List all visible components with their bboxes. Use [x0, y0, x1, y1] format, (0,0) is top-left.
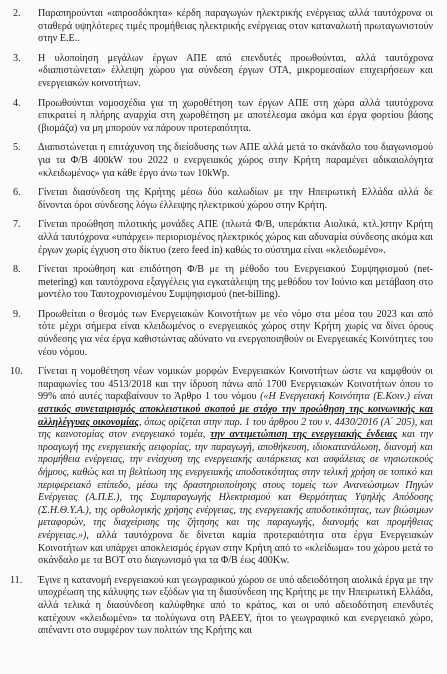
item-text-part: , αλλά ταυτόχρονα δε δίνεται καμία προτεραιότητα στα έργα Ενεργειακών Κοινοτήτων και υπάρχει αποκλεισμός έργων στην Κρήτη από το «κλείδωμα» του χώρου μετά το σκάνδαλο με τα ΒΟΤ στο διαγωνισμό για τα Φ/Β έως 400Kw.: [38, 529, 433, 567]
item-number: 10.: [10, 366, 23, 378]
quote-text: και την προαγωγή της ενεργειακής αειφορίας, την παραγωγή, αποθήκευση, ιδιοκατανάλωση, διανομή και προμήθεια ενέργειας, την ενίσχυση της ενεργειακής αυτάρκειας και ασφάλειας σε νησιωτικούς δήμους, καθώς και τη βελτίωση της ενεργειακής αποδοτικότητας στην τελική χρήση σε τοπικό και περιφερειακό επίπεδο, μέσω της δραστηριοποίησης στους τομείς των Ανανεώσιμων Πηγών Ενέργειας (Α.Π.Ε.), της Συμπαραγωγής Ηλεκτρισμού και Θερμότητας Υψηλής Απόδοσης (Σ.Η.Θ.Υ.Α.), της ορθολογικής χρήσης ενέργειας, της ενεργειακής αποδοτικότητας, των βιώσιμων μεταφορών, της διαχείρισης της ζήτησης και της παραγωγής, διανομής και προμήθειας ενέργειας.»): [38, 429, 433, 541]
quote-text: και της καινοτομίας στον ενεργειακό τομέα,: [38, 416, 433, 441]
quote-text: , όπως ορίζεται στην παρ. 1 του άρθρου 2 του ν. 4430/2016 (Α΄ 205),: [138, 416, 421, 428]
numbered-list: [10, 8, 433, 638]
quote-emphasis-text: την αντιμετώπιση της ενεργειακής ένδειας: [210, 429, 398, 441]
item-text: Έγινε η κατανομή ενεργειακού και γεωγραφικού χώρου σε υπό αδειοδότηση αιολικά έργα με την υποχρέωση της κάλυψης των εξόδων για τη διασύνδεση της Κρήτης με την Ηπειρωτική Ελλάδα, αλλά τελικά η διασύνδεση καλύφθηκε από το κράτος, και οι υπό αδειοδότηση επενδυτές κατέχουν «κλειδωμένο» τα πολύγωνα στη ΡΑΕΕΥ, ήτοι το γεωγραφικό και ενεργειακό χώρο, απέναντι στο συμφέρον των πολιτών της Κρήτης και: [38, 574, 433, 637]
item-text: Γίνεται προώθηση πιλοτικής μονάδες ΑΠΕ (πλωτά Φ/Β, υπεράκτια Αιολικά, κτλ.)στην Κρήτη αλλά ταυτόχρονα «υπάρχει» περιορισμένος ηλεκτρικός χώρος και αδυναμία σύνδεσης ακόμα και έργων χωρίς έγχυση στο δίκτυο (zero feed in) καθώς το σύστημα είναι «κλειδωμένο».: [38, 219, 433, 256]
item-number: 9.: [13, 308, 21, 320]
list-item: [10, 309, 433, 359]
quote-text: («Η Ενεργειακή Κοινότητα (Ε.Κοιν.) είναι: [260, 391, 434, 403]
item-text: Προωθείται ο θεσμός των Ενεργειακών Κοινοτήτων με νέο νόμο στα μέσα του 2023 και από τότε μέχρι σήμερα είναι κλειδωμένος ο ενεργειακός χώρος στην Κρήτη χωρίς να δίνει όρους σύνδεσης για νέα έργα καθιστώντας αδύνατο να ενεργοποιηθούν οι Ενεργειακές Κοινότητες του νέου νόμου.: [38, 308, 433, 358]
quote-emphasis-text: με στόχο την προώθηση της κοινωνικής και αλληλέγγυας οικονομίας: [38, 404, 433, 428]
list-item: [10, 8, 433, 46]
item-text: Γίνεται προώθηση και επιδότηση Φ/Β με τη μέθοδο του Ενεργειακού Συμψηφισμού (net-metering) και ταυτόχρονα εξαγγέλεις για εγκατάλειψη της μεθόδου τον Ιούνιο και μετάβαση στο μοντέλο του Ταυτοχρονισμένου Συμψηφισμού (net-billing).: [38, 264, 433, 301]
item-text-part: Γίνεται η νομοθέτηση νέων νομικών μορφών Ενεργειακών Κοινοτήτων ώστε να καμφθούν οι παραφωνίες του 4513/2018 και την ίδρυση πάνω από 1700 Ενεργειακών Κοινοτήτων όπου το 99% από αυτές παραβαίνουν το Άρθρο 1 του νόμου: [38, 366, 433, 403]
item-text: Γίνεται διασύνδεση της Κρήτης μέσω δύο καλωδίων με την Ηπειρωτική Ελλάδα αλλά δε δίνονται όροι σύνδεσης λόγω έλλειψης ηλεκτρικού χώρου στην Κρήτη.: [38, 187, 433, 211]
item-number: 8.: [13, 264, 21, 276]
item-text: [38, 366, 433, 568]
item-number: 4.: [13, 97, 21, 109]
list-item: [10, 575, 433, 638]
list-item: [10, 187, 433, 212]
list-item: [10, 366, 433, 568]
item-text: Διαπιστώνεται η επιτάχυνση της διείσδυσης των ΑΠΕ αλλά μετά το σκάνδαλο του διαγωνισμού για τα Φ/Β 400kW του 2022 ο ενεργειακός χώρος στην Κρήτη παραμένει αδικαιολόγητα «κλειδωμένος» για κάθε έργο άνω των 10kWp.: [38, 142, 433, 179]
quote-underlined-text: αστικός συνεταιρισμός αποκλειστικού σκοπού: [38, 404, 240, 416]
list-item: [10, 53, 433, 91]
item-text: Παραπηρούνται «απροσδόκητα» κέρδη παραγωγών ηλεκτρικής ενέργειας αλλά ταυτόχρονα οι σταθερά υψηλότερες τιμές προμήθειας ηλεκτρικής ενέργειας στον καταναλωτή πρωταγωνιστούν στην Ε.Ε..: [38, 8, 433, 45]
item-number: 2.: [13, 8, 21, 19]
item-number: 11.: [10, 574, 23, 586]
list-item: [10, 219, 433, 257]
list-item: [10, 98, 433, 136]
list-item: [10, 142, 433, 180]
item-number: 3.: [13, 52, 21, 64]
item-number: 7.: [13, 219, 21, 231]
item-text: Η υλοποίηση μεγάλων έργων ΑΠΕ από επενδυτές προωθούνται, αλλά ταυτόχρονα «διαπιστώνεται» έλλειψη χώρου για σύνδεση έργων ΟΤΑ, μικρομεσαίων επιχειρήσεων και ενεργειακών κοινοτήτων.: [38, 52, 433, 89]
item-text: Προωθούνται νομοσχέδια για τη χωροθέτηση των έργων ΑΠΕ στη χώρα αλλά ταυτόχρονα επικρατεί η πλήρης αναρχία στη χωροθέτηση με αποτέλεσμα ακόμα και έργα φορτίου βάσης (βιομάζα) να μη μπορούν να πάρουν προτεραιότητα.: [38, 97, 433, 134]
item-number: 5.: [13, 142, 21, 154]
item-number: 6.: [13, 187, 21, 199]
list-item: [10, 264, 433, 302]
